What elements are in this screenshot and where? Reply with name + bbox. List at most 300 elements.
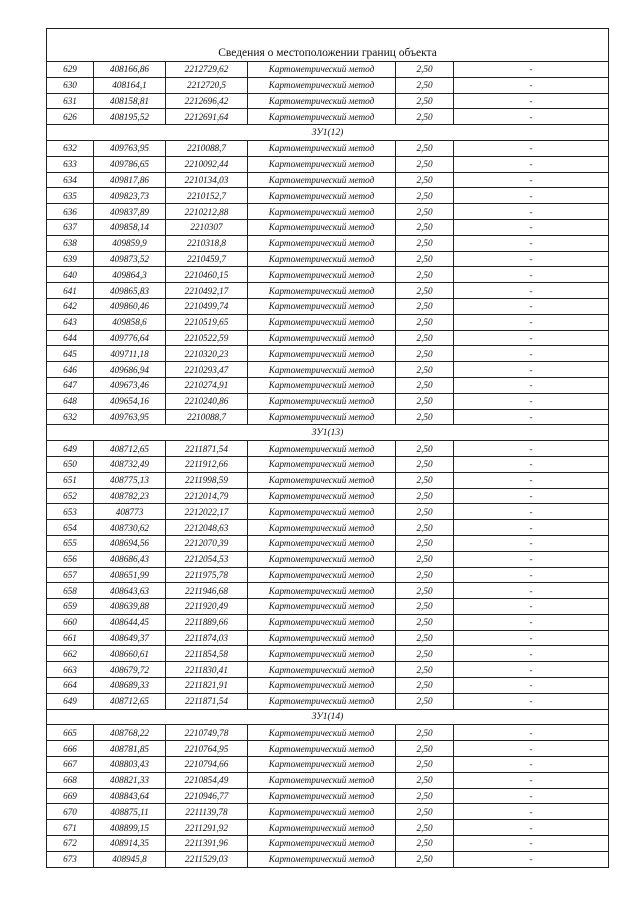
note-cell: -	[454, 156, 609, 172]
y-coordinate-cell: 2211912,66	[166, 456, 248, 472]
point-number-cell: 656	[47, 551, 94, 567]
point-number-cell: 643	[47, 314, 94, 330]
method-cell: Картометрический метод	[248, 757, 396, 773]
method-cell: Картометрический метод	[248, 772, 396, 788]
x-coordinate-cell: 409763,95	[94, 409, 166, 425]
accuracy-cell: 2,50	[396, 678, 454, 694]
accuracy-cell: 2,50	[396, 614, 454, 630]
accuracy-cell: 2,50	[396, 235, 454, 251]
note-cell: -	[454, 377, 609, 393]
method-cell: Картометрический метод	[248, 456, 396, 472]
method-cell: Картометрический метод	[248, 693, 396, 709]
point-number-cell: 630	[47, 77, 94, 93]
accuracy-cell: 2,50	[396, 377, 454, 393]
method-cell: Картометрический метод	[248, 172, 396, 188]
table-row	[47, 488, 609, 504]
table-row	[47, 820, 609, 836]
y-coordinate-cell: 2210499,74	[166, 298, 248, 314]
x-coordinate-cell: 409873,52	[94, 251, 166, 267]
point-number-cell: 649	[47, 441, 94, 457]
y-coordinate-cell: 2210794,66	[166, 757, 248, 773]
point-number-cell: 641	[47, 283, 94, 299]
note-cell: -	[454, 441, 609, 457]
method-cell: Картометрический метод	[248, 725, 396, 741]
accuracy-cell: 2,50	[396, 172, 454, 188]
x-coordinate-cell: 408821,33	[94, 772, 166, 788]
y-coordinate-cell: 2211821,91	[166, 678, 248, 694]
accuracy-cell: 2,50	[396, 693, 454, 709]
y-coordinate-cell: 2212070,39	[166, 535, 248, 551]
method-cell: Картометрический метод	[248, 204, 396, 220]
method-cell: Картометрический метод	[248, 393, 396, 409]
y-coordinate-cell: 2210318,8	[166, 235, 248, 251]
accuracy-cell: 2,50	[396, 788, 454, 804]
point-number-cell: 665	[47, 725, 94, 741]
method-cell: Картометрический метод	[248, 283, 396, 299]
point-number-cell: 631	[47, 93, 94, 109]
table-row	[47, 93, 609, 109]
x-coordinate-cell: 408639,88	[94, 599, 166, 615]
x-coordinate-cell: 409859,9	[94, 235, 166, 251]
x-coordinate-cell: 408643,63	[94, 583, 166, 599]
x-coordinate-cell: 408781,85	[94, 741, 166, 757]
method-cell: Картометрический метод	[248, 599, 396, 615]
accuracy-cell: 2,50	[396, 646, 454, 662]
note-cell: -	[454, 172, 609, 188]
table-row	[47, 472, 609, 488]
x-coordinate-cell: 408651,99	[94, 567, 166, 583]
accuracy-cell: 2,50	[396, 820, 454, 836]
table-row	[47, 393, 609, 409]
accuracy-cell: 2,50	[396, 535, 454, 551]
document-sheet	[46, 28, 608, 868]
point-number-cell: 639	[47, 251, 94, 267]
table-row	[47, 757, 609, 773]
table-row	[47, 741, 609, 757]
note-cell: -	[454, 77, 609, 93]
point-number-cell: 661	[47, 630, 94, 646]
point-number-cell: 652	[47, 488, 94, 504]
method-cell: Картометрический метод	[248, 156, 396, 172]
point-number-cell: 662	[47, 646, 94, 662]
note-cell: -	[454, 456, 609, 472]
method-cell: Картометрический метод	[248, 646, 396, 662]
method-cell: Картометрический метод	[248, 267, 396, 283]
note-cell: -	[454, 267, 609, 283]
x-coordinate-cell: 408775,13	[94, 472, 166, 488]
accuracy-cell: 2,50	[396, 393, 454, 409]
note-cell: -	[454, 693, 609, 709]
accuracy-cell: 2,50	[396, 757, 454, 773]
x-coordinate-cell: 409673,46	[94, 377, 166, 393]
note-cell: -	[454, 346, 609, 362]
note-cell: -	[454, 93, 609, 109]
y-coordinate-cell: 2210492,17	[166, 283, 248, 299]
method-cell: Картометрический метод	[248, 836, 396, 852]
accuracy-cell: 2,50	[396, 520, 454, 536]
accuracy-cell: 2,50	[396, 93, 454, 109]
table-row	[47, 456, 609, 472]
table-row	[47, 788, 609, 804]
accuracy-cell: 2,50	[396, 725, 454, 741]
note-cell: -	[454, 488, 609, 504]
method-cell: Картометрический метод	[248, 362, 396, 378]
note-cell: -	[454, 741, 609, 757]
note-cell: -	[454, 614, 609, 630]
x-coordinate-cell: 408195,52	[94, 109, 166, 125]
table-row	[47, 583, 609, 599]
table-row	[47, 362, 609, 378]
x-coordinate-cell: 409763,95	[94, 140, 166, 156]
accuracy-cell: 2,50	[396, 662, 454, 678]
note-cell: -	[454, 314, 609, 330]
y-coordinate-cell: 2210320,23	[166, 346, 248, 362]
point-number-cell: 638	[47, 235, 94, 251]
note-cell: -	[454, 362, 609, 378]
point-number-cell: 632	[47, 409, 94, 425]
point-number-cell: 629	[47, 62, 94, 78]
y-coordinate-cell: 2211830,41	[166, 662, 248, 678]
method-cell: Картометрический метод	[248, 583, 396, 599]
accuracy-cell: 2,50	[396, 599, 454, 615]
accuracy-cell: 2,50	[396, 62, 454, 78]
note-cell: -	[454, 520, 609, 536]
note-cell: -	[454, 109, 609, 125]
table-row	[47, 314, 609, 330]
x-coordinate-cell: 408875,11	[94, 804, 166, 820]
method-cell: Картометрический метод	[248, 93, 396, 109]
table-row	[47, 630, 609, 646]
x-coordinate-cell: 408732,49	[94, 456, 166, 472]
method-cell: Картометрический метод	[248, 488, 396, 504]
y-coordinate-cell: 2211920,49	[166, 599, 248, 615]
x-coordinate-cell: 408730,62	[94, 520, 166, 536]
y-coordinate-cell: 2212696,42	[166, 93, 248, 109]
x-coordinate-cell: 408686,43	[94, 551, 166, 567]
note-cell: -	[454, 140, 609, 156]
accuracy-cell: 2,50	[396, 219, 454, 235]
y-coordinate-cell: 2211975,78	[166, 567, 248, 583]
method-cell: Картометрический метод	[248, 567, 396, 583]
point-number-cell: 658	[47, 583, 94, 599]
accuracy-cell: 2,50	[396, 472, 454, 488]
point-number-cell: 657	[47, 567, 94, 583]
y-coordinate-cell: 2211998,59	[166, 472, 248, 488]
note-cell: -	[454, 409, 609, 425]
accuracy-cell: 2,50	[396, 77, 454, 93]
point-number-cell: 642	[47, 298, 94, 314]
y-coordinate-cell: 2210212,88	[166, 204, 248, 220]
accuracy-cell: 2,50	[396, 504, 454, 520]
y-coordinate-cell: 2211391,96	[166, 836, 248, 852]
x-coordinate-cell: 409858,6	[94, 314, 166, 330]
point-number-cell: 632	[47, 140, 94, 156]
method-cell: Картометрический метод	[248, 251, 396, 267]
accuracy-cell: 2,50	[396, 330, 454, 346]
x-coordinate-cell: 409837,89	[94, 204, 166, 220]
method-cell: Картометрический метод	[248, 140, 396, 156]
table-row	[47, 330, 609, 346]
x-coordinate-cell: 408899,15	[94, 820, 166, 836]
point-number-cell: 650	[47, 456, 94, 472]
y-coordinate-cell: 2210749,78	[166, 725, 248, 741]
point-number-cell: 651	[47, 472, 94, 488]
accuracy-cell: 2,50	[396, 488, 454, 504]
x-coordinate-cell: 408158,81	[94, 93, 166, 109]
method-cell: Картометрический метод	[248, 504, 396, 520]
point-number-cell: 654	[47, 520, 94, 536]
table-row	[47, 678, 609, 694]
point-number-cell: 626	[47, 109, 94, 125]
point-number-cell: 673	[47, 851, 94, 867]
y-coordinate-cell: 2210522,59	[166, 330, 248, 346]
method-cell: Картометрический метод	[248, 630, 396, 646]
table-row	[47, 235, 609, 251]
x-coordinate-cell: 409711,18	[94, 346, 166, 362]
y-coordinate-cell: 2210152,7	[166, 188, 248, 204]
table-row	[47, 267, 609, 283]
accuracy-cell: 2,50	[396, 804, 454, 820]
point-number-cell: 647	[47, 377, 94, 393]
table-row	[47, 409, 609, 425]
point-number-cell: 671	[47, 820, 94, 836]
table-row	[47, 836, 609, 852]
table-row	[47, 251, 609, 267]
note-cell: -	[454, 551, 609, 567]
accuracy-cell: 2,50	[396, 851, 454, 867]
accuracy-cell: 2,50	[396, 140, 454, 156]
accuracy-cell: 2,50	[396, 836, 454, 852]
x-coordinate-cell: 409823,73	[94, 188, 166, 204]
x-coordinate-cell: 408712,65	[94, 693, 166, 709]
point-number-cell: 648	[47, 393, 94, 409]
x-coordinate-cell: 408768,22	[94, 725, 166, 741]
y-coordinate-cell: 2211854,58	[166, 646, 248, 662]
x-coordinate-cell: 408649,37	[94, 630, 166, 646]
note-cell: -	[454, 535, 609, 551]
y-coordinate-cell: 2210293,47	[166, 362, 248, 378]
method-cell: Картометрический метод	[248, 62, 396, 78]
accuracy-cell: 2,50	[396, 298, 454, 314]
x-coordinate-cell: 409686,94	[94, 362, 166, 378]
y-coordinate-cell: 2210134,03	[166, 172, 248, 188]
x-coordinate-cell: 408712,65	[94, 441, 166, 457]
accuracy-cell: 2,50	[396, 741, 454, 757]
note-cell: -	[454, 836, 609, 852]
x-coordinate-cell: 408843,64	[94, 788, 166, 804]
accuracy-cell: 2,50	[396, 346, 454, 362]
x-coordinate-cell: 409860,46	[94, 298, 166, 314]
point-number-cell: 635	[47, 188, 94, 204]
accuracy-cell: 2,50	[396, 204, 454, 220]
note-cell: -	[454, 251, 609, 267]
point-number-cell: 646	[47, 362, 94, 378]
method-cell: Картометрический метод	[248, 851, 396, 867]
y-coordinate-cell: 2212048,63	[166, 520, 248, 536]
table-body	[47, 62, 609, 868]
section-row	[47, 425, 609, 441]
x-coordinate-cell: 408679,72	[94, 662, 166, 678]
y-coordinate-cell: 2212729,62	[166, 62, 248, 78]
table-row	[47, 646, 609, 662]
y-coordinate-cell: 2210519,65	[166, 314, 248, 330]
section-label: ЗУ1(12)	[47, 125, 609, 141]
table-row	[47, 204, 609, 220]
accuracy-cell: 2,50	[396, 409, 454, 425]
y-coordinate-cell: 2211871,54	[166, 441, 248, 457]
table-row	[47, 441, 609, 457]
section-row	[47, 709, 609, 725]
note-cell: -	[454, 678, 609, 694]
table-row	[47, 109, 609, 125]
point-number-cell: 670	[47, 804, 94, 820]
accuracy-cell: 2,50	[396, 362, 454, 378]
x-coordinate-cell: 409786,65	[94, 156, 166, 172]
point-number-cell: 669	[47, 788, 94, 804]
x-coordinate-cell: 409654,16	[94, 393, 166, 409]
method-cell: Картометрический метод	[248, 551, 396, 567]
y-coordinate-cell: 2211889,66	[166, 614, 248, 630]
point-number-cell: 659	[47, 599, 94, 615]
accuracy-cell: 2,50	[396, 188, 454, 204]
accuracy-cell: 2,50	[396, 630, 454, 646]
y-coordinate-cell: 2210307	[166, 219, 248, 235]
y-coordinate-cell: 2211946,68	[166, 583, 248, 599]
method-cell: Картометрический метод	[248, 219, 396, 235]
accuracy-cell: 2,50	[396, 551, 454, 567]
table-row	[47, 172, 609, 188]
accuracy-cell: 2,50	[396, 267, 454, 283]
point-number-cell: 663	[47, 662, 94, 678]
note-cell: -	[454, 725, 609, 741]
y-coordinate-cell: 2211871,54	[166, 693, 248, 709]
x-coordinate-cell: 409817,86	[94, 172, 166, 188]
note-cell: -	[454, 646, 609, 662]
y-coordinate-cell: 2210274,91	[166, 377, 248, 393]
x-coordinate-cell: 408945,8	[94, 851, 166, 867]
method-cell: Картометрический метод	[248, 820, 396, 836]
boundary-table	[46, 28, 609, 868]
accuracy-cell: 2,50	[396, 583, 454, 599]
table-row	[47, 504, 609, 520]
table-row	[47, 567, 609, 583]
method-cell: Картометрический метод	[248, 535, 396, 551]
y-coordinate-cell: 2210240,86	[166, 393, 248, 409]
x-coordinate-cell: 408689,33	[94, 678, 166, 694]
method-cell: Картометрический метод	[248, 662, 396, 678]
table-row	[47, 298, 609, 314]
method-cell: Картометрический метод	[248, 330, 396, 346]
section-label: ЗУ1(13)	[47, 425, 609, 441]
x-coordinate-cell: 408803,43	[94, 757, 166, 773]
x-coordinate-cell: 409776,64	[94, 330, 166, 346]
y-coordinate-cell: 2212691,64	[166, 109, 248, 125]
point-number-cell: 653	[47, 504, 94, 520]
table-row	[47, 188, 609, 204]
accuracy-cell: 2,50	[396, 109, 454, 125]
accuracy-cell: 2,50	[396, 314, 454, 330]
method-cell: Картометрический метод	[248, 346, 396, 362]
x-coordinate-cell: 408914,35	[94, 836, 166, 852]
table-row	[47, 725, 609, 741]
point-number-cell: 666	[47, 741, 94, 757]
table-row	[47, 156, 609, 172]
method-cell: Картометрический метод	[248, 314, 396, 330]
point-number-cell: 660	[47, 614, 94, 630]
note-cell: -	[454, 599, 609, 615]
point-number-cell: 636	[47, 204, 94, 220]
table-row	[47, 520, 609, 536]
x-coordinate-cell: 409858,14	[94, 219, 166, 235]
point-number-cell: 634	[47, 172, 94, 188]
y-coordinate-cell: 2210764,95	[166, 741, 248, 757]
table-row	[47, 804, 609, 820]
table-row	[47, 346, 609, 362]
note-cell: -	[454, 330, 609, 346]
method-cell: Картометрический метод	[248, 377, 396, 393]
note-cell: -	[454, 188, 609, 204]
method-cell: Картометрический метод	[248, 441, 396, 457]
note-cell: -	[454, 283, 609, 299]
table-title: Сведения о местоположении границ объекта	[47, 29, 609, 62]
method-cell: Картометрический метод	[248, 472, 396, 488]
point-number-cell: 644	[47, 330, 94, 346]
note-cell: -	[454, 772, 609, 788]
method-cell: Картометрический метод	[248, 77, 396, 93]
point-number-cell: 655	[47, 535, 94, 551]
point-number-cell: 645	[47, 346, 94, 362]
x-coordinate-cell: 408782,23	[94, 488, 166, 504]
note-cell: -	[454, 583, 609, 599]
accuracy-cell: 2,50	[396, 456, 454, 472]
y-coordinate-cell: 2210854,49	[166, 772, 248, 788]
y-coordinate-cell: 2212014,79	[166, 488, 248, 504]
accuracy-cell: 2,50	[396, 441, 454, 457]
method-cell: Картометрический метод	[248, 614, 396, 630]
table-row	[47, 551, 609, 567]
accuracy-cell: 2,50	[396, 251, 454, 267]
y-coordinate-cell: 2211139,78	[166, 804, 248, 820]
point-number-cell: 637	[47, 219, 94, 235]
y-coordinate-cell: 2210088,7	[166, 140, 248, 156]
table-row	[47, 535, 609, 551]
note-cell: -	[454, 504, 609, 520]
x-coordinate-cell: 408166,86	[94, 62, 166, 78]
table-row	[47, 62, 609, 78]
method-cell: Картометрический метод	[248, 788, 396, 804]
note-cell: -	[454, 820, 609, 836]
table-row	[47, 599, 609, 615]
section-row	[47, 125, 609, 141]
method-cell: Картометрический метод	[248, 804, 396, 820]
y-coordinate-cell: 2212022,17	[166, 504, 248, 520]
x-coordinate-cell: 409865,83	[94, 283, 166, 299]
note-cell: -	[454, 757, 609, 773]
accuracy-cell: 2,50	[396, 567, 454, 583]
note-cell: -	[454, 235, 609, 251]
x-coordinate-cell: 408644,45	[94, 614, 166, 630]
y-coordinate-cell: 2210460,15	[166, 267, 248, 283]
point-number-cell: 649	[47, 693, 94, 709]
method-cell: Картометрический метод	[248, 741, 396, 757]
point-number-cell: 664	[47, 678, 94, 694]
point-number-cell: 668	[47, 772, 94, 788]
x-coordinate-cell: 408773	[94, 504, 166, 520]
note-cell: -	[454, 219, 609, 235]
method-cell: Картометрический метод	[248, 109, 396, 125]
table-row	[47, 77, 609, 93]
point-number-cell: 667	[47, 757, 94, 773]
